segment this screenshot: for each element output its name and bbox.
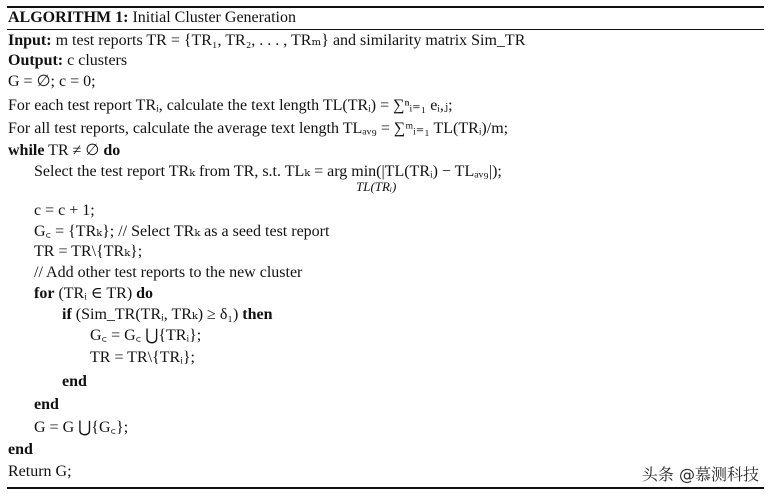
- algorithm-name: Initial Cluster Generation: [132, 9, 296, 26]
- algo-line-add-to-cluster: G꜀ = G꜀ ⋃{TRᵢ};: [90, 327, 202, 344]
- algo-line-remove-seed: TR = TR\{TRₖ};: [34, 243, 143, 260]
- algo-line-output: Output: c clusters: [8, 52, 128, 69]
- watermark: 头条 @慕测科技: [641, 465, 759, 484]
- algo-line-end-for: end: [34, 396, 59, 413]
- algo-line-remove-report: TR = TR\{TRᵢ};: [90, 349, 195, 366]
- algo-line-select-seed: Select the test report TRₖ from TR, s.t. TLₖ = arg min(|TL(TRᵢ) − TLₐᵥ₉|);: [34, 163, 502, 180]
- algorithm-label: ALGORITHM 1:: [8, 9, 129, 26]
- title-rule: [7, 29, 764, 30]
- algo-line-while: while TR ≠ ∅ do: [8, 142, 121, 159]
- algo-line-comment: // Add other test reports to the new cluster: [34, 264, 303, 281]
- algorithm-title: [8, 8, 296, 28]
- algo-line-text-length: For each test report TRᵢ, calculate the text length TL(TRᵢ) = ∑ⁿᵢ₌₁ eᵢ,ⱼ;: [8, 97, 453, 114]
- algo-line-add-cluster: G = G ⋃{G꜀};: [34, 419, 129, 436]
- algo-line-init: G = ∅; c = 0;: [8, 73, 96, 90]
- algo-line-if: if (Sim_TR(TRᵢ, TRₖ) ≥ δ₁) then: [62, 306, 273, 323]
- algo-line-for: for (TRᵢ ∈ TR) do: [34, 285, 154, 302]
- algo-line-end-if: end: [62, 373, 87, 390]
- algo-line-return: Return G;: [8, 463, 72, 480]
- argmin-subscript: TL(TRᵢ): [356, 179, 397, 194]
- bottom-rule: [7, 487, 764, 489]
- algo-line-end-while: end: [8, 441, 33, 458]
- algo-line-avg-length: For all test reports, calculate the average text length TLₐᵥ₉ = ∑ᵐᵢ₌₁ TL(TRᵢ)/m;: [8, 120, 509, 137]
- algo-line-new-cluster: G꜀ = {TRₖ}; // Select TRₖ as a seed test report: [34, 223, 330, 240]
- algo-line-increment: c = c + 1;: [34, 202, 95, 219]
- algo-line-input: Input: m test reports TR = {TR₁, TR₂, . . . , TRₘ} and similarity matrix Sim_TR: [8, 32, 526, 49]
